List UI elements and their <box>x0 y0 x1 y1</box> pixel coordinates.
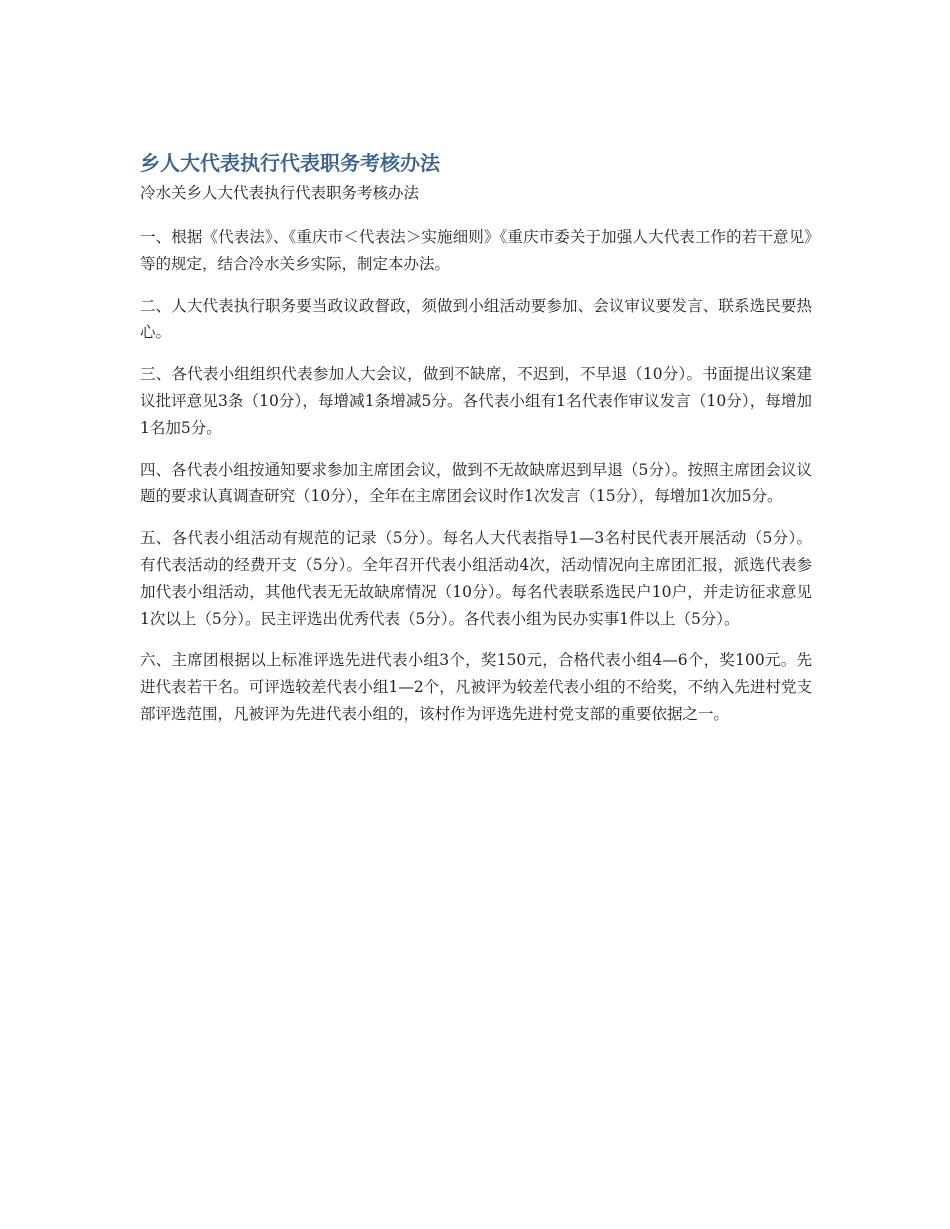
document-page <box>140 148 812 728</box>
document-body <box>140 224 812 728</box>
paragraph-4: 四、各代表小组按通知要求参加主席团会议，做到不无故缺席迟到早退（5分）。按照主席团会议议题的要求认真调查研究（10分），全年在主席团会议时作1次发言（15分），每增加1次加5分。 <box>140 460 812 506</box>
document-title: 乡人大代表执行代表职务考核办法 <box>140 151 440 175</box>
document-subtitle: 冷水关乡人大代表执行代表职务考核办法 <box>140 184 420 202</box>
paragraph-5: 五、各代表小组活动有规范的记录（5分）。每名人大代表指导1—3名村民代表开展活动（5分）。有代表活动的经费开支（5分）。全年召开代表小组活动4次，活动情况向主席团汇报，派选代表参加代表小组活动，其他代表无无故缺席情况（10分）。每名代表联系选民户10户，并走访征求意见1次以上（5分）。民主评选出优秀代表（5分）。各代表小组为民办实事1件以上（5分）。 <box>140 529 812 628</box>
paragraph-3: 三、各代表小组组织代表参加人大会议，做到不缺席，不迟到，不早退（10分）。书面提出议案建议批评意见3条（10分），每增减1条增减5分。各代表小组有1名代表作审议发言（10分），每增加1名加5分。 <box>140 365 812 437</box>
paragraph-1: 一、根据《代表法》、《重庆市＜代表法＞实施细则》《重庆市委关于加强人大代表工作的若干意见》等的规定，结合冷水关乡实际，制定本办法。 <box>140 228 812 273</box>
paragraph-6: 六、主席团根据以上标准评选先进代表小组3个，奖150元，合格代表小组4—6个，奖100元。先进代表若干名。可评选较差代表小组1—2个，凡被评为较差代表小组的不给奖，不纳入先进村党支部评选范围，凡被评为先进代表小组的，该村作为评选先进村党支部的重要依据之一。 <box>140 651 812 723</box>
paragraph-2: 二、人大代表执行职务要当政议政督政，须做到小组活动要参加、会议审议要发言、联系选民要热心。 <box>140 296 812 342</box>
